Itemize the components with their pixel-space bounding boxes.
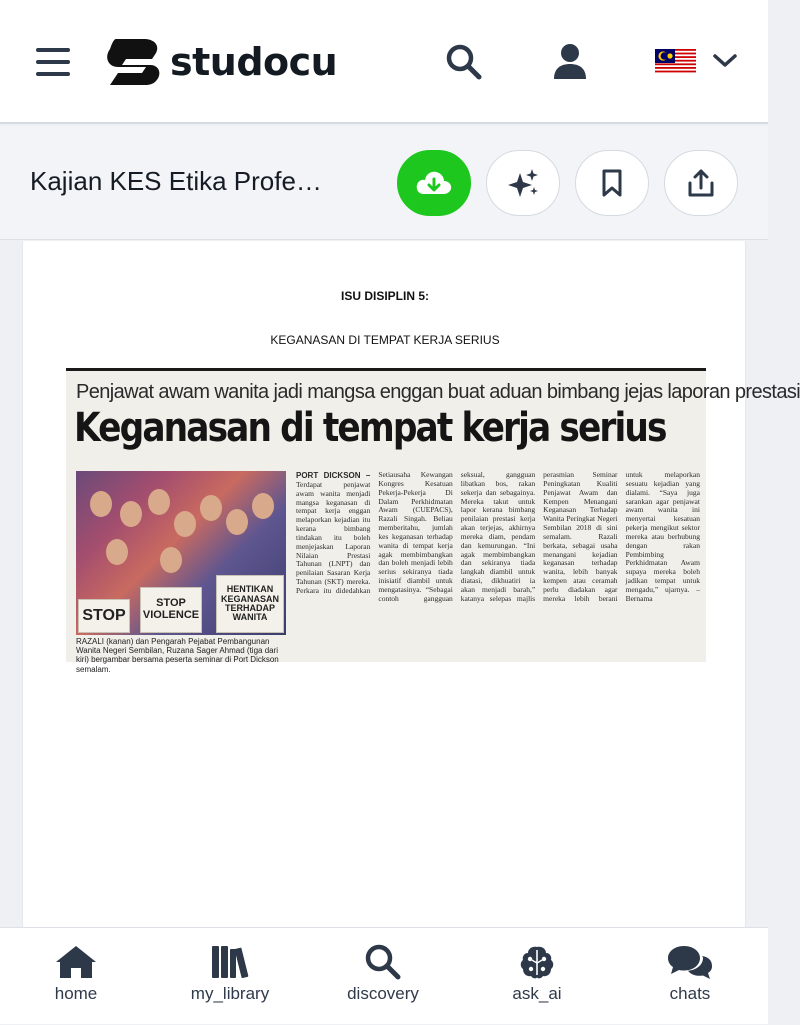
nav-discovery[interactable] — [323, 928, 443, 1025]
nav-home-label: home — [54, 984, 98, 1003]
photo-person — [120, 501, 142, 527]
article-dateline: PORT DICKSON – — [296, 471, 371, 480]
nav-ask-ai[interactable] — [477, 928, 597, 1025]
document-title: Kajian KES Etika Profe… — [30, 166, 322, 196]
nav-chats-label: chats — [669, 984, 711, 1003]
ai-sparkle-button[interactable] — [486, 150, 560, 216]
document-heading: ISU DISIPLIN 5: — [340, 289, 429, 303]
home-icon — [54, 944, 98, 980]
photo-person — [160, 547, 182, 573]
chat-bubbles-icon — [666, 944, 714, 980]
nav-home[interactable] — [16, 928, 136, 1025]
photo-person — [226, 509, 248, 535]
brand-name: studocu — [170, 40, 338, 84]
user-icon[interactable] — [548, 40, 592, 84]
article-body: Terdapat penjawat awam wanita menjadi mangsa keganasan di tempat kerja enggan melaporkan kejadian itu kerana bimbang tindakan itu boleh menjejaskan Laporan Nilaian Prestasi Tahunan (LNPT) dan penilaian Sasaran Kerja Tahunan (SKT) mereka. Perkara itu didedahkan Setiausaha Kewangan Kongres Kesatuan Pekerja-Pekerja Di Dalam Perkhidmatan Awam (CUEPACS), Razali Singah. Beliau memberitahu, jumlah kes keganasan terhadap wanita di tempat kerja agak membimbangkan dan boleh menjadi lebih serius sekiranya tiada inisiatif diambil untuk mengatasinya. “Sebagai contoh gangguan seksual, gangguan libatkan bos, rakan sekerja dan sebagainya. Mereka takut untuk lapor kerana bimbang penilaian prestasi kerja akan terjejas, akhirnya mereka diam, pendam dan kemurungan. “Ini agak membimbangkan dan sekiranya tiada langkah diambil untuk diatasi, dikhuatiri ia akan menjadi barah,” katanya selepas majlis perasmian Seminar Peningkatan Kualiti Penjawat Awam dan Kempen Menangani Keganasan Terhadap Wanita Peringkat Negeri Sembilan 2018 di sini semalam. Razali berkata, sebagai usaha menangani kejadian keganasan terhadap wanita, lebih banyak kempen atau ceramah perlu diadakan agar mereka lebih berani untuk melaporkan sesuatu kejadian yang dialami. “Saya juga sarankan agar penjawat awam wanita ini menyertai kesatuan pekerja mengikut sektor mereka atau berhubung dengan rakan Pembimbing Perkhidmatan Awam supaya mereka boleh jadikan tempat untuk mengadu,” ujarnya. – Bernama — [296, 470, 700, 603]
ai-brain-icon — [518, 944, 556, 980]
share-button[interactable] — [664, 150, 738, 216]
studocu-logo[interactable] — [104, 36, 337, 88]
search-icon — [364, 944, 402, 980]
clipping-headline: Keganasan di tempat kerja serius — [74, 405, 666, 451]
photo-caption: RAZALI (kanan) dan Pengarah Pejabat Pembangunan Wanita Negeri Sembilan, Ruzana Sager Ahmad (tiga dari kiri) bergambar bersama peserta seminar di Port Dickson semalam. — [76, 637, 279, 674]
nav-ask-ai-label: ask_ai — [512, 984, 562, 1003]
bottom-navigation — [0, 927, 768, 1024]
malaysia-flag-icon[interactable] — [655, 49, 696, 74]
photo-sign-violence: STOP VIOLENCE — [140, 587, 202, 633]
search-icon[interactable] — [440, 40, 488, 84]
photo-person — [106, 539, 128, 565]
photo-person — [148, 489, 170, 515]
clipping-kicker: Penjawat awam wanita jadi mangsa enggan buat aduan bimbang jejas laporan prestasi — [76, 381, 800, 403]
document-page[interactable] — [22, 241, 800, 927]
ai-sparkle-icon — [506, 168, 540, 198]
document-subheading: KEGANASAN DI TEMPAT KERJA SERIUS — [270, 333, 500, 347]
download-button[interactable] — [397, 150, 471, 216]
photo-person — [252, 493, 274, 519]
bookmark-icon — [600, 168, 624, 198]
photo-person — [174, 511, 196, 537]
document-toolbar — [0, 126, 768, 240]
nav-my-library[interactable] — [170, 928, 290, 1025]
library-icon — [210, 944, 250, 980]
nav-my-library-label: my_library — [190, 984, 270, 1003]
top-header — [0, 0, 768, 124]
clipping-photo — [76, 471, 286, 635]
photo-sign-stop: STOP — [78, 599, 130, 633]
hamburger-menu-icon[interactable] — [36, 48, 70, 76]
nav-discovery-label: discovery — [347, 984, 419, 1003]
photo-person — [90, 491, 112, 517]
nav-chats[interactable] — [630, 928, 750, 1025]
clipping-article-text — [296, 471, 700, 657]
bookmark-button[interactable] — [575, 150, 649, 216]
download-icon — [414, 168, 454, 198]
share-icon — [687, 168, 715, 198]
chevron-down-icon[interactable] — [710, 48, 740, 74]
photo-sign-hentikan: HENTIKAN KEGANASAN TERHADAP WANITA — [216, 575, 284, 633]
photo-person — [200, 495, 222, 521]
studocu-logo-icon — [104, 37, 162, 87]
newspaper-clipping — [66, 368, 800, 674]
